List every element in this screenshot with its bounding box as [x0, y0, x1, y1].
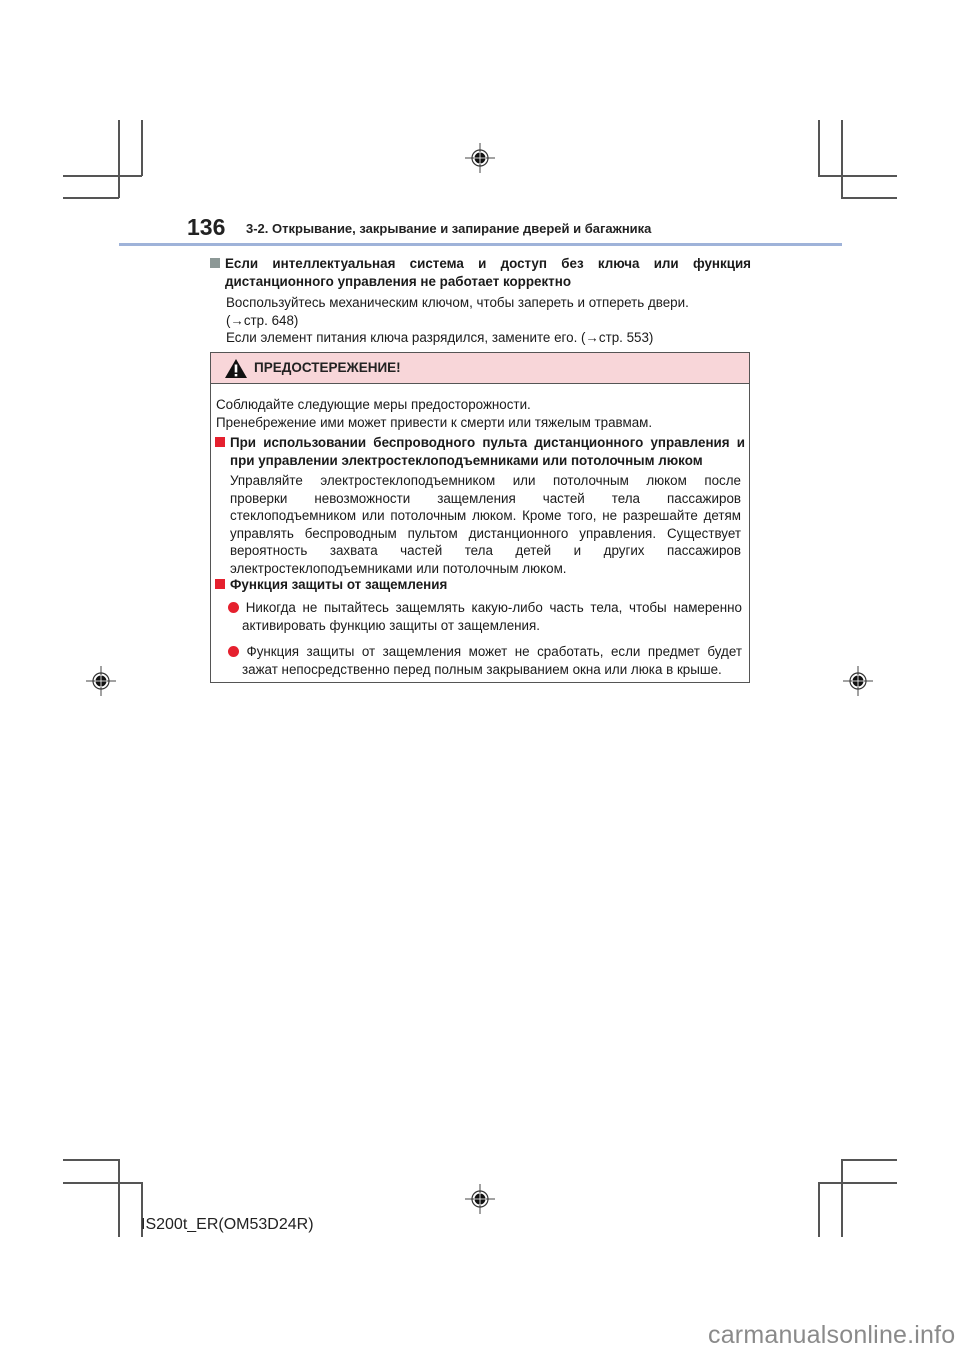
crop-mark [818, 120, 820, 176]
crop-mark [818, 1182, 897, 1184]
section1-heading-line-1: При использовании беспроводного пульта дистанционного управления и [230, 435, 745, 450]
crop-mark [118, 1159, 120, 1237]
caution-section1-body: Управляйте электростеклоподъемником или потолочным люком после проверки невозможности защемления частей тела пассажиров стеклоподъемником или потолочным люком. Кроме того, не разрешайте детям управлять беспроводным пультом дистанционного управления. Существует вероятность захвата частей тела детей и других пассажиров электростеклоподъемниками или потолочным люком. [230, 473, 741, 576]
registration-mark-icon [81, 661, 121, 701]
intro-body [226, 294, 751, 347]
caution-section2-heading: Функция защиты от защемления [215, 576, 745, 594]
caution-intro-line: Соблюдайте следующие меры предосторожности. [216, 397, 531, 412]
crop-mark [63, 197, 119, 199]
crop-mark [841, 197, 897, 199]
caution-intro [216, 396, 746, 431]
intro-body-line: Воспользуйтесь механическим ключом, чтобы запереть и отпереть двери. [226, 295, 689, 310]
heading-square-icon [210, 258, 220, 268]
heading-square-icon [215, 437, 225, 447]
intro-heading-line-1: Если интеллектуальная система и доступ без ключа или функция [225, 256, 751, 271]
crop-mark [63, 1182, 142, 1184]
crop-mark [818, 175, 897, 177]
crop-mark [841, 1159, 897, 1161]
crop-mark [141, 120, 143, 176]
page-reference-link[interactable]: (→стр. 648) [226, 312, 299, 328]
intro-heading-line-2: дистанционного управления не работает корректно [225, 273, 572, 289]
page-number: 136 [187, 214, 226, 240]
caution-section1-heading [215, 434, 745, 469]
section1-heading-line-2: при управлении электростеклоподъемниками или потолочным люком [230, 452, 703, 468]
crop-mark [63, 1159, 119, 1161]
caution-bullet: Никогда не пытайтесь защемлять какую-либо часть тела, чтобы намеренно активировать функцию защиты от защемления. [228, 599, 742, 634]
caution-bullet: Функция защиты от защемления может не сработать, если предмет будет зажат непосредственно перед полным закрыванием окна или люка в крыше. [228, 643, 742, 678]
crop-mark [818, 1182, 820, 1237]
crop-mark [63, 175, 142, 177]
registration-mark-icon [838, 661, 878, 701]
registration-mark-icon [460, 1179, 500, 1219]
caution-box [210, 352, 750, 683]
crop-mark [841, 1159, 843, 1237]
bullet-dot-icon [228, 602, 239, 613]
caution-header [211, 353, 749, 384]
bullet-dot-icon [228, 646, 239, 657]
registration-mark-icon [460, 138, 500, 178]
caution-intro-line: Пренебрежение ими может привести к смерти или тяжелым травмам. [216, 414, 653, 430]
crop-mark [841, 120, 843, 198]
heading-square-icon [215, 579, 225, 589]
intro-heading [210, 255, 751, 290]
document-code: IS200t_ER(OM53D24R) [141, 1216, 314, 1233]
caution-title: ПРЕДОСТЕРЕЖЕНИЕ! [254, 360, 401, 375]
intro-body-line: Если элемент питания ключа разрядился, замените его. (→стр. 553) [226, 330, 654, 345]
crop-mark [118, 120, 120, 198]
watermark-link[interactable]: carmanualsonline.info [708, 1321, 956, 1349]
warning-triangle-icon [225, 359, 247, 378]
header-rule [119, 243, 842, 246]
section-title: 3-2. Открывание, закрывание и запирание дверей и багажника [246, 221, 652, 236]
